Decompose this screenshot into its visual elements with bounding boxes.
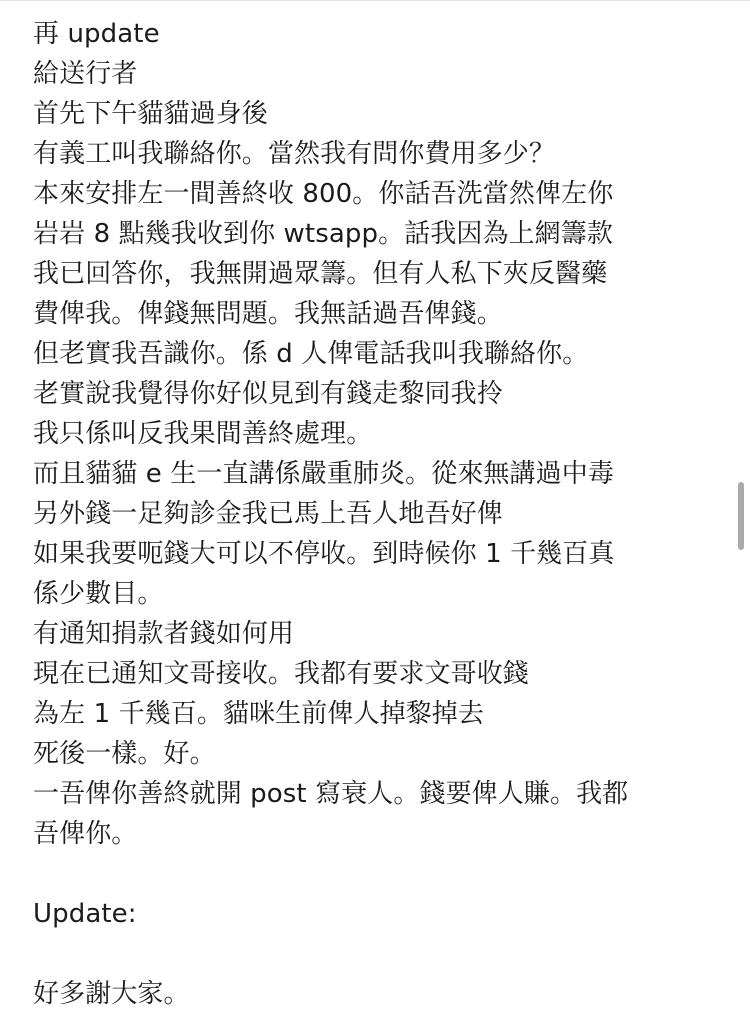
post-line: 首先下午貓貓過身後 — [33, 99, 268, 129]
scrollbar-thumb[interactable] — [738, 482, 744, 550]
post-line: 我只係叫反我果間善終處理。 — [33, 419, 373, 449]
post-line: 另外錢一足夠診金我已馬上吾人地吾好俾 — [33, 499, 503, 529]
post-line: 現在已通知文哥接收。我都有要求文哥收錢 — [33, 659, 529, 689]
top-divider — [0, 0, 750, 4]
post-line: 吾俾你。 — [33, 819, 138, 849]
blank-line — [33, 854, 723, 894]
post-line: 而且貓貓 e 生一直講係嚴重肺炎。從來無講過中毒 — [33, 459, 614, 489]
post-line: 再 update — [33, 19, 160, 49]
post-line: 費俾我。俾錢無問題。我無話過吾俾錢。 — [33, 299, 503, 329]
post-text-body — [33, 14, 723, 1014]
post-line: 有義工叫我聯絡你。當然我有問你費用多少？ — [33, 139, 556, 169]
post-line: 但老實我吾識你。係 d 人俾電話我叫我聯絡你。 — [33, 339, 589, 369]
post-line: 死後一樣。好。 — [33, 739, 216, 769]
post-line: 有通知捐款者錢如何用 — [33, 619, 295, 649]
post-line: Update: — [33, 899, 137, 929]
post-line: 老實說我覺得你好似見到有錢走黎同我拎 — [33, 379, 503, 409]
post-line: 為左 1 千幾百。貓咪生前俾人掉黎掉去 — [33, 699, 484, 729]
post-line: 一吾俾你善終就開 post 寫衰人。錢要俾人賺。我都 — [33, 779, 629, 809]
post-line: 給送行者 — [33, 59, 138, 89]
post-line: 如果我要呃錢大可以不停收。到時候你 1 千幾百真 — [33, 539, 615, 569]
post-line: 本來安排左一間善終收 800。你話吾洗當然俾左你 — [33, 179, 614, 209]
blank-line — [33, 934, 723, 974]
post-line: 岩岩 8 點幾我收到你 wtsapp。話我因為上網籌款 — [33, 219, 613, 249]
post-line: 好多謝大家。 — [33, 979, 190, 1009]
post-line: 係少數目。 — [33, 579, 164, 609]
post-line: 我已回答你，我無開過眾籌。但有人私下夾反醫藥 — [33, 259, 608, 289]
